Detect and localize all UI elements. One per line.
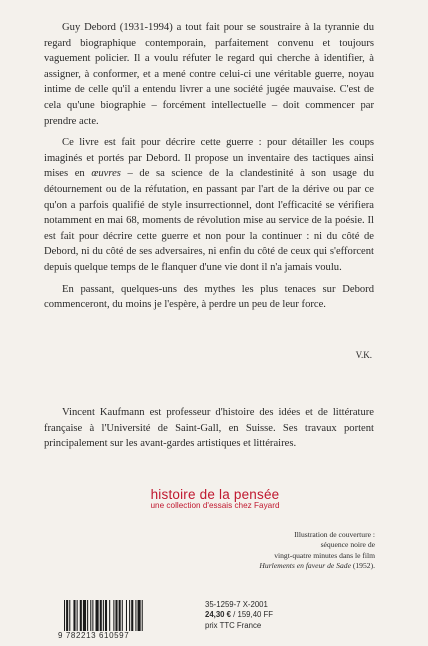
barcode-bar <box>96 600 99 634</box>
barcode-bar <box>87 600 88 634</box>
barcode-bar <box>115 600 117 634</box>
collection-subtitle: une collection d'essais chez Fayard <box>150 501 280 510</box>
blurb-paragraph-2-italic: œuvres <box>91 168 121 180</box>
blurb-paragraph-2-end: – de sa science de la clandestinité à son usage du détournement ou de la réfutation, en passant par l'art de la dérive ou par ce qu'on a parfois qualifié de style insurrectionnel, dont l'efficacité se vérifiera notamment en mai 68, moments de révolution mise au service de la poésie. Il est fait pour décrire cette guerre et non pour la continuer : ni du côté de Debord, ni du côté de ses adversaires, ni enfin du côté de ceux qui s'efforcent depuis quelque temps de le flanquer d'une vie dont il n'a jamais voulu. <box>44 168 374 273</box>
barcode-bar <box>66 600 68 634</box>
barcode-bar <box>126 600 127 634</box>
barcode-bar <box>73 600 75 634</box>
barcode-bar <box>69 600 70 634</box>
blurb-paragraph-2 <box>44 135 374 275</box>
blurb-paragraph-3: En passant, quelques-uns des mythes les plus tenaces sur Debord commenceront, du moins je l'espère, à perdre un peu de leur force. <box>44 283 374 311</box>
author-bio <box>44 405 374 452</box>
blurb-signature: V.K. <box>355 350 372 360</box>
barcode-bar <box>135 600 136 634</box>
barcode-bar <box>103 600 104 634</box>
collection-label <box>140 487 290 510</box>
barcode-bar <box>129 600 130 634</box>
price-block <box>205 600 315 631</box>
barcode-bar <box>142 600 143 634</box>
barcode-bar <box>109 600 110 634</box>
barcode-bar <box>100 600 102 634</box>
price-reference: 35-1259-7 X-2001 <box>205 600 268 609</box>
barcode-digits: 9 782213 610597 <box>54 631 188 640</box>
barcode-bar <box>113 600 114 634</box>
price-euro: 24,30 € <box>205 610 232 620</box>
price-note: prix TTC France <box>205 620 262 630</box>
barcode-bar <box>90 600 91 634</box>
cover-credit-line-2: séquence noire de <box>320 540 375 550</box>
barcode-bar <box>83 600 86 634</box>
barcode-bar <box>64 600 65 634</box>
barcode <box>60 600 180 640</box>
barcode-bar <box>138 600 141 634</box>
author-bio-text: Vincent Kaufmann est professeur d'histoire des idées et de littérature française à l'Université de Saint-Gall, en Suisse. Ses travaux portent principalement sur les avant-gardes artistiques et littéraires. <box>44 407 374 450</box>
barcode-bar <box>92 600 93 634</box>
cover-credit <box>190 530 375 572</box>
cover-credit-line-1: Illustration de couverture : <box>294 530 375 539</box>
cover-film-title: Hurlements en faveur de Sade <box>259 561 351 571</box>
blurb-text <box>44 20 374 319</box>
blurb-paragraph-2-start: Ce livre est fait pour décrire cette guerre : pour détailler les coups imaginés et portés par Debord. Il propose un inventaire des tactiques ainsi mises en <box>44 137 374 180</box>
price-line <box>205 610 315 620</box>
barcode-bar <box>119 600 121 634</box>
price-francs: / 159,40 FF <box>231 610 274 620</box>
barcode-bar <box>131 600 133 634</box>
barcode-bar <box>122 600 123 634</box>
cover-film-year: (1952). <box>350 561 375 571</box>
cover-credit-line-4 <box>190 561 375 571</box>
barcode-bar <box>105 600 107 634</box>
barcode-bar <box>80 600 82 634</box>
blurb-paragraph-1: Guy Debord (1931-1994) a tout fait pour se soustraire à la tyrannie du regard biographique contemporain, parfaitement convenu et toujours vaguement policier. Il a voulu réfuter le regard qui cherche à identifier, à assigner, à conformer, et a mené contre celui-ci une véritable guerre, noyau intime de celle qu'il a entendu livrer a une société jugée mauvaise. C'est de cela qu'une biographie – forcément intellectuelle – doit commencer par prendre acte. <box>44 22 374 127</box>
barcode-bar <box>77 600 78 634</box>
cover-credit-line-3: vingt-quatre minutes dans le film <box>274 550 375 560</box>
collection-name: histoire de la pensée <box>150 487 280 502</box>
